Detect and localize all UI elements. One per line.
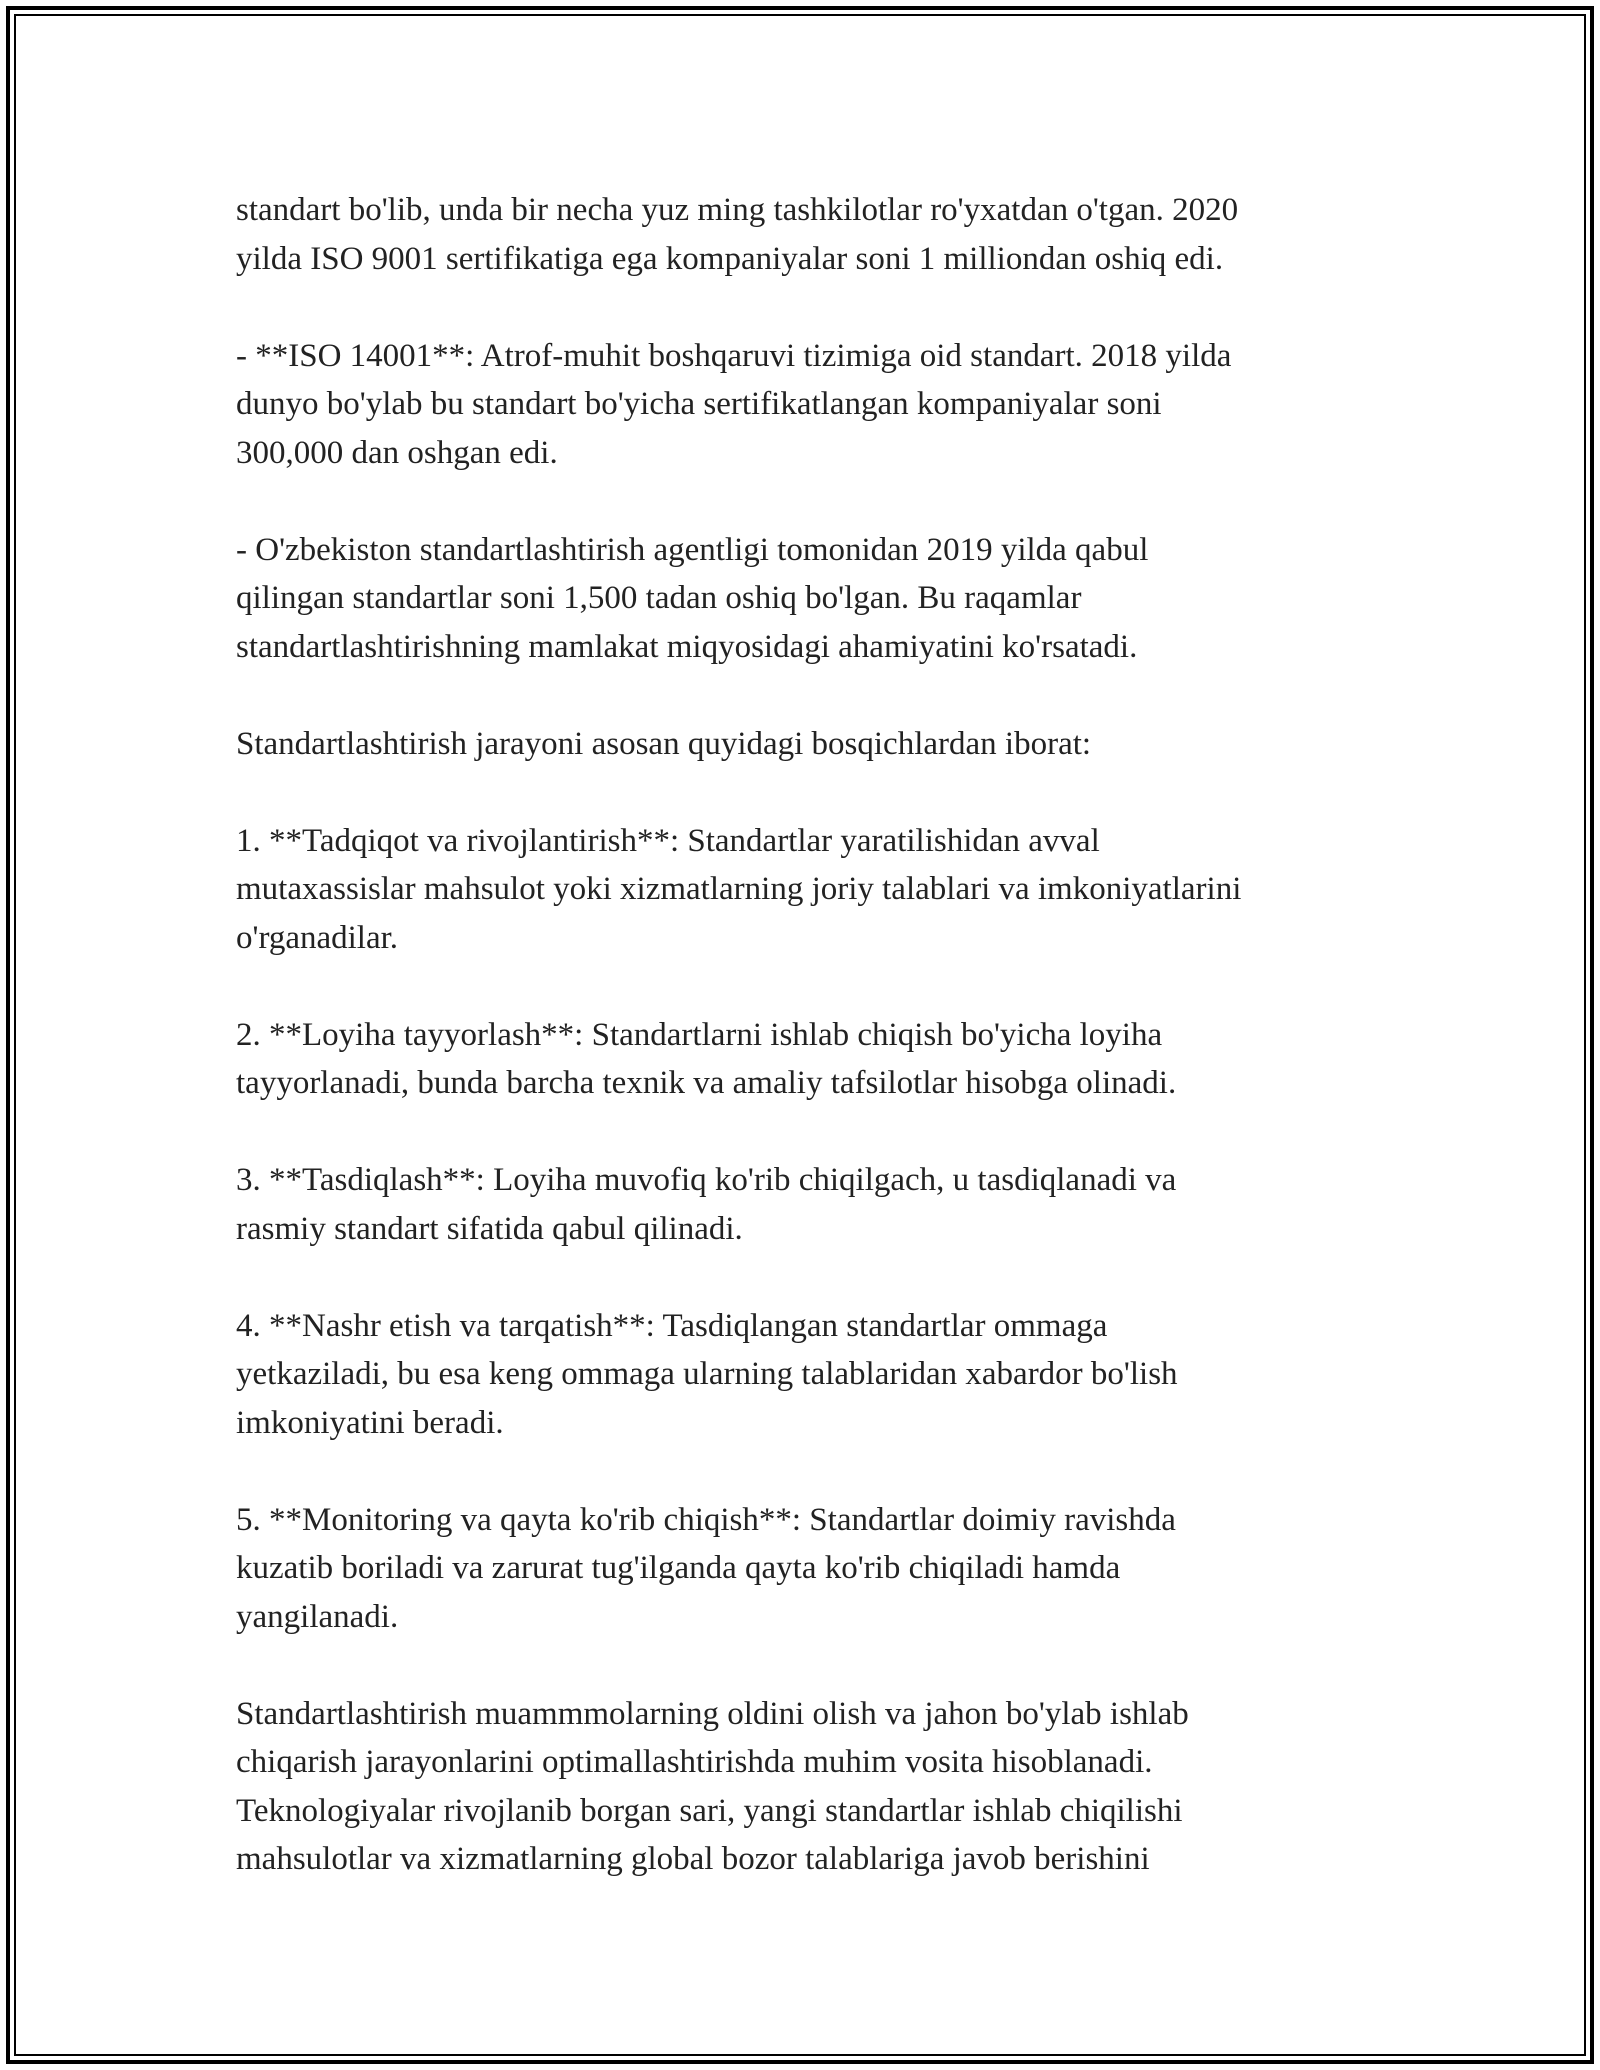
list-item-publication [236,1302,1366,1448]
text-line: qilingan standartlar soni 1,500 tadan oshiq bo'lgan. Bu raqamlar [236,580,1082,616]
text-line: dunyo bo'ylab bu standart bo'yicha sertifikatlangan kompaniyalar soni [236,386,1162,422]
text-line: standartlashtirishning mamlakat miqyosidagi ahamiyatini ko'rsatadi. [236,628,1138,665]
text-line: 3. **Tasdiqlash**: Loyiha muvofiq ko'rib chiqilgach, u tasdiqlanadi va [236,1162,1177,1198]
text-line: Teknologiyalar rivojlanib borgan sari, yangi standartlar ishlab chiqilishi [236,1792,1183,1829]
text-line: - **ISO 14001**: Atrof-muhit boshqaruvi tizimiga oid standart. 2018 yilda [236,337,1232,374]
text-line: 1. **Tadqiqot va rivojlantirish**: Standartlar yaratilishidan avval [236,822,1100,859]
text-line: imkoniyatini beradi. [236,1404,504,1441]
text-line: 5. **Monitoring va qayta ko'rib chiqish**: Standartlar doimiy ravishda [236,1501,1176,1538]
paragraph-uzbekistan-agency [236,526,1366,672]
paragraph-iso14001 [236,332,1366,478]
text-line: standart bo'lib, unda bir necha yuz ming tashkilotlar ro'yxatdan o'tgan. 2020 [236,192,1239,228]
text-line: 300,000 dan oshgan edi. [236,434,558,471]
text-line: yangilanadi. [236,1598,399,1635]
text-line: Standartlashtirish jarayoni asosan quyidagi bosqichlardan iborat: [236,725,1092,762]
text-line: rasmiy standart sifatida qabul qilinadi. [236,1210,743,1247]
paragraph-process-intro [236,720,1366,769]
list-item-research [236,817,1366,963]
text-line: 2. **Loyiha tayyorlash**: Standartlarni ishlab chiqish bo'yicha loyiha [236,1016,1163,1053]
text-line: tayyorlanadi, bunda barcha texnik va amaliy tafsilotlar hisobga olinadi. [236,1065,1177,1101]
text-line: yetkaziladi, bu esa keng ommaga ularning talablaridan xabardor bo'lish [236,1356,1178,1392]
paragraph-iso9001-continuation [236,186,1366,283]
text-line: kuzatib boriladi va zarurat tug'ilganda qayta ko'rib chiqiladi hamda [236,1550,1121,1586]
list-item-monitoring [236,1496,1366,1642]
text-line: mutaxassislar mahsulot yoki xizmatlarning joriy talablari va imkoniyatlarini [236,871,1242,907]
text-line: Standartlashtirish muammmolarning oldini olish va jahon bo'ylab ishlab [236,1695,1189,1732]
text-line: - O'zbekiston standartlashtirish agentligi tomonidan 2019 yilda qabul [236,531,1149,568]
text-line: 4. **Nashr etish va tarqatish**: Tasdiqlangan standartlar ommaga [236,1307,1108,1344]
text-line: yilda ISO 9001 sertifikatiga ega kompaniyalar soni 1 milliondan oshiq edi. [236,240,1224,277]
paragraph-conclusion [236,1690,1366,1884]
document-body [236,186,1366,1884]
text-line: o'rganadilar. [236,919,399,956]
list-item-approval [236,1156,1366,1253]
text-line: mahsulotlar va xizmatlarning global bozor talablariga javob berishini [236,1841,1150,1877]
text-line: chiqarish jarayonlarini optimallashtirishda muhim vosita hisoblanadi. [236,1744,1153,1780]
list-item-draft [236,1011,1366,1108]
